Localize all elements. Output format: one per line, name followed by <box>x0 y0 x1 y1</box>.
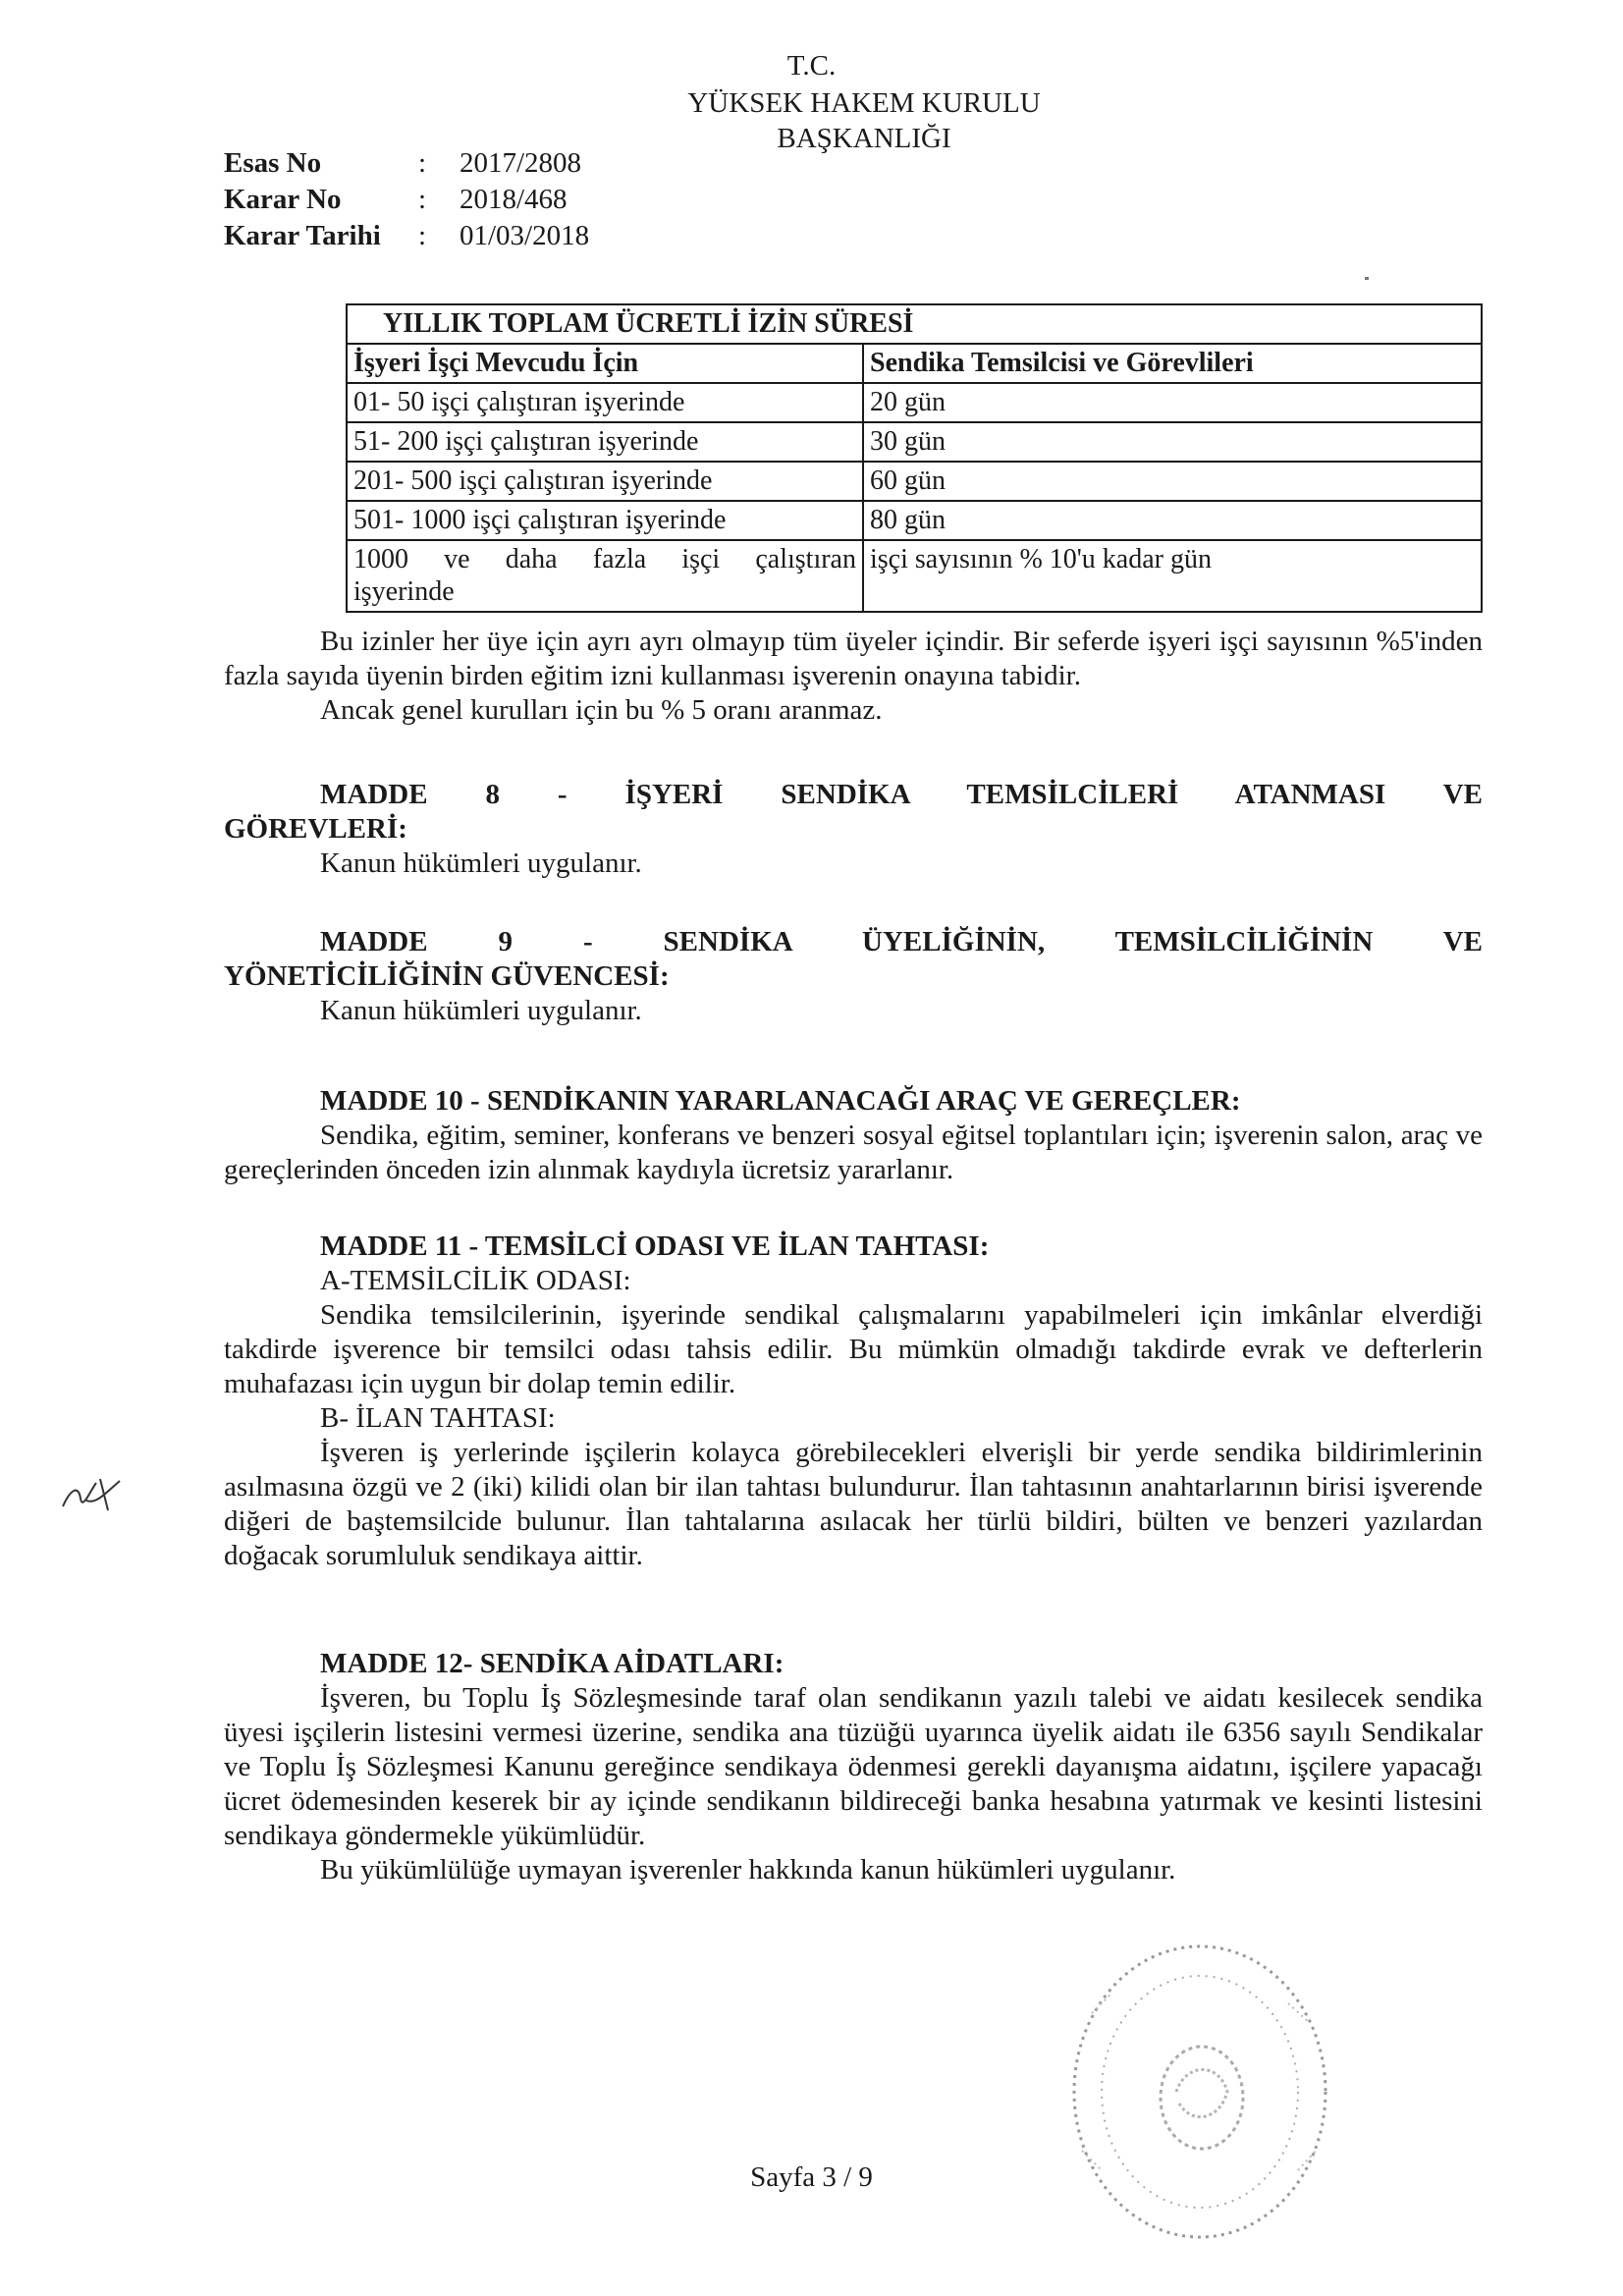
paragraph-education-leave: Bu izinler her üye için ayrı ayrı olmayıp tüm üyeler içindir. Bir seferde işyeri işçi sayısının %5'inden fazla sayıda üyenin birden eğitim izni kullanması işverenin onayına tabidir. <box>224 626 1483 691</box>
article-12-title: MADDE 12- SENDİKA AİDATLARI: <box>320 1648 784 1679</box>
table-cell-line: 1000 ve daha fazla işçi çalıştıran <box>353 544 856 574</box>
handwritten-initials-mark <box>57 1471 126 1520</box>
article-12-body-2: Bu yükümlülüğe uymayan işverenler hakkında kanun hükümleri uygulanır. <box>320 1854 1176 1886</box>
body-text-1 <box>224 625 1483 728</box>
scan-speck <box>1365 277 1369 280</box>
paragraph-general-assembly: Ancak genel kurulları için bu % 5 oranı aranmaz. <box>320 694 883 726</box>
page-number: Sayfa 3 / 9 <box>750 2161 873 2193</box>
meta-value: 01/03/2018 <box>460 220 590 251</box>
meta-colon: : <box>418 220 427 251</box>
article-9 <box>224 925 1483 1028</box>
meta-value: 2018/468 <box>460 184 568 215</box>
table-row <box>347 422 1482 462</box>
meta-colon: : <box>418 184 427 215</box>
official-seal-stamp <box>1053 1925 1347 2249</box>
table-cell-line: işyerinde <box>353 576 455 607</box>
article-8-title: MADDE 8 - İŞYERİ SENDİKA TEMSİLCİLERİ ATANMASI VE <box>320 779 1483 810</box>
article-11-b-body: İşveren iş yerlerinde işçilerin kolayca görebilecekleri elverişli bir yerde sendika bildirimlerinin asılmasına özgü ve 2 (iki) kilidi olan bir ilan tahtası bulundurur. İlan tahtasının anahtarlarının birisi işverende diğeri de baştemsilcide bulunur. İlan tahtalarına asılacak her türlü bildiri, bülten ve benzeri yazılardan doğacak sorumluluk sendikaya aittir. <box>224 1437 1483 1571</box>
meta-row-karar <box>224 182 589 218</box>
article-8 <box>224 778 1483 881</box>
table-header-workforce: İşyeri İşçi Mevcudu İçin <box>347 344 863 383</box>
table-cell: 80 gün <box>863 501 1482 540</box>
article-11-a-body: Sendika temsilcilerinin, işyerinde sendikal çalışmalarını yapabilmeleri için imkânlar elverdiği takdirde işverence bir temsilci odası tahsis edilir. Bu mümkün olmadığı takdirde evrak ve defterlerin muhafazası için uygun bir dolap temin edilir. <box>224 1299 1483 1399</box>
article-11-subsection-b: B- İLAN TAHTASI: <box>320 1402 556 1434</box>
meta-label: Esas No <box>224 147 322 179</box>
meta-label: Karar Tarihi <box>224 220 381 251</box>
table-row <box>347 540 1482 612</box>
table-cell: 201- 500 işçi çalıştıran işyerinde <box>347 462 863 501</box>
header-board-name: YÜKSEK HAKEM KURULU <box>687 87 1041 119</box>
article-12 <box>224 1647 1483 1887</box>
article-9-title-cont: YÖNETİCİLİĞİNİN GÜVENCESİ: <box>224 960 670 992</box>
table-cell <box>347 540 863 612</box>
article-12-body: İşveren, bu Toplu İş Sözleşmesinde taraf olan sendikanın yazılı talebi ve aidatı kesilecek sendika üyesi işçilerin listesini vermesi üzerine, sendika ana tüzüğü uyarınca üyelik aidatı ile 6356 sayılı Sendikalar ve Toplu İş Sözleşmesi Kanunu gereğince sendikaya ödenmesi gerekli dayanışma aidatını, işçilere yapacağı ücret ödemesinden keserek bir ay içinde sendikanın bildireceği banka hesabına yatırmak ve kesinti listesini sendikaya göndermekle yükümlüdür. <box>224 1682 1483 1851</box>
article-10-title: MADDE 10 - SENDİKANIN YARARLANACAĞI ARAÇ VE GEREÇLER: <box>320 1085 1241 1117</box>
article-9-title: MADDE 9 - SENDİKA ÜYELİĞİNİN, TEMSİLCİLİĞİNİN VE <box>320 926 1483 957</box>
article-8-body: Kanun hükümleri uygulanır. <box>320 847 642 879</box>
table-cell: 501- 1000 işçi çalıştıran işyerinde <box>347 501 863 540</box>
table-title: YILLIK TOPLAM ÜCRETLİ İZİN SÜRESİ <box>347 304 1482 344</box>
table-cell: 20 gün <box>863 383 1482 422</box>
header-tc: T.C. <box>786 50 837 82</box>
table-cell: 01- 50 işçi çalıştıran işyerinde <box>347 383 863 422</box>
meta-value: 2017/2808 <box>460 147 582 179</box>
table-cell: 60 gün <box>863 462 1482 501</box>
case-metadata <box>224 145 589 254</box>
leave-duration-table <box>346 303 1483 613</box>
article-10-body: Sendika, eğitim, seminer, konferans ve benzeri sosyal eğitsel toplantıları için; işverenin salon, araç ve gereçlerinden önceden izin alınmak kaydıyla ücretsiz yararlanır. <box>224 1120 1483 1185</box>
table-cell: 51- 200 işçi çalıştıran işyerinde <box>347 422 863 462</box>
meta-colon: : <box>418 147 427 179</box>
header-presidency: BAŞKANLIĞI <box>777 123 951 154</box>
table-cell: 30 gün <box>863 422 1482 462</box>
table-row <box>347 383 1482 422</box>
article-8-title-cont: GÖREVLERİ: <box>224 813 407 845</box>
article-11-subsection-a: A-TEMSİLCİLİK ODASI: <box>320 1265 631 1296</box>
table-row <box>347 501 1482 540</box>
meta-row-esas <box>224 145 589 182</box>
meta-row-tarih <box>224 218 589 254</box>
article-11-title: MADDE 11 - TEMSİLCİ ODASI VE İLAN TAHTASI: <box>320 1230 990 1262</box>
meta-label: Karar No <box>224 184 342 215</box>
table-header-representatives: Sendika Temsilcisi ve Görevlileri <box>863 344 1482 383</box>
article-11 <box>224 1230 1483 1573</box>
article-10 <box>224 1084 1483 1187</box>
article-9-body: Kanun hükümleri uygulanır. <box>320 995 642 1026</box>
table-cell: işçi sayısının % 10'u kadar gün <box>863 540 1482 612</box>
table-row <box>347 462 1482 501</box>
